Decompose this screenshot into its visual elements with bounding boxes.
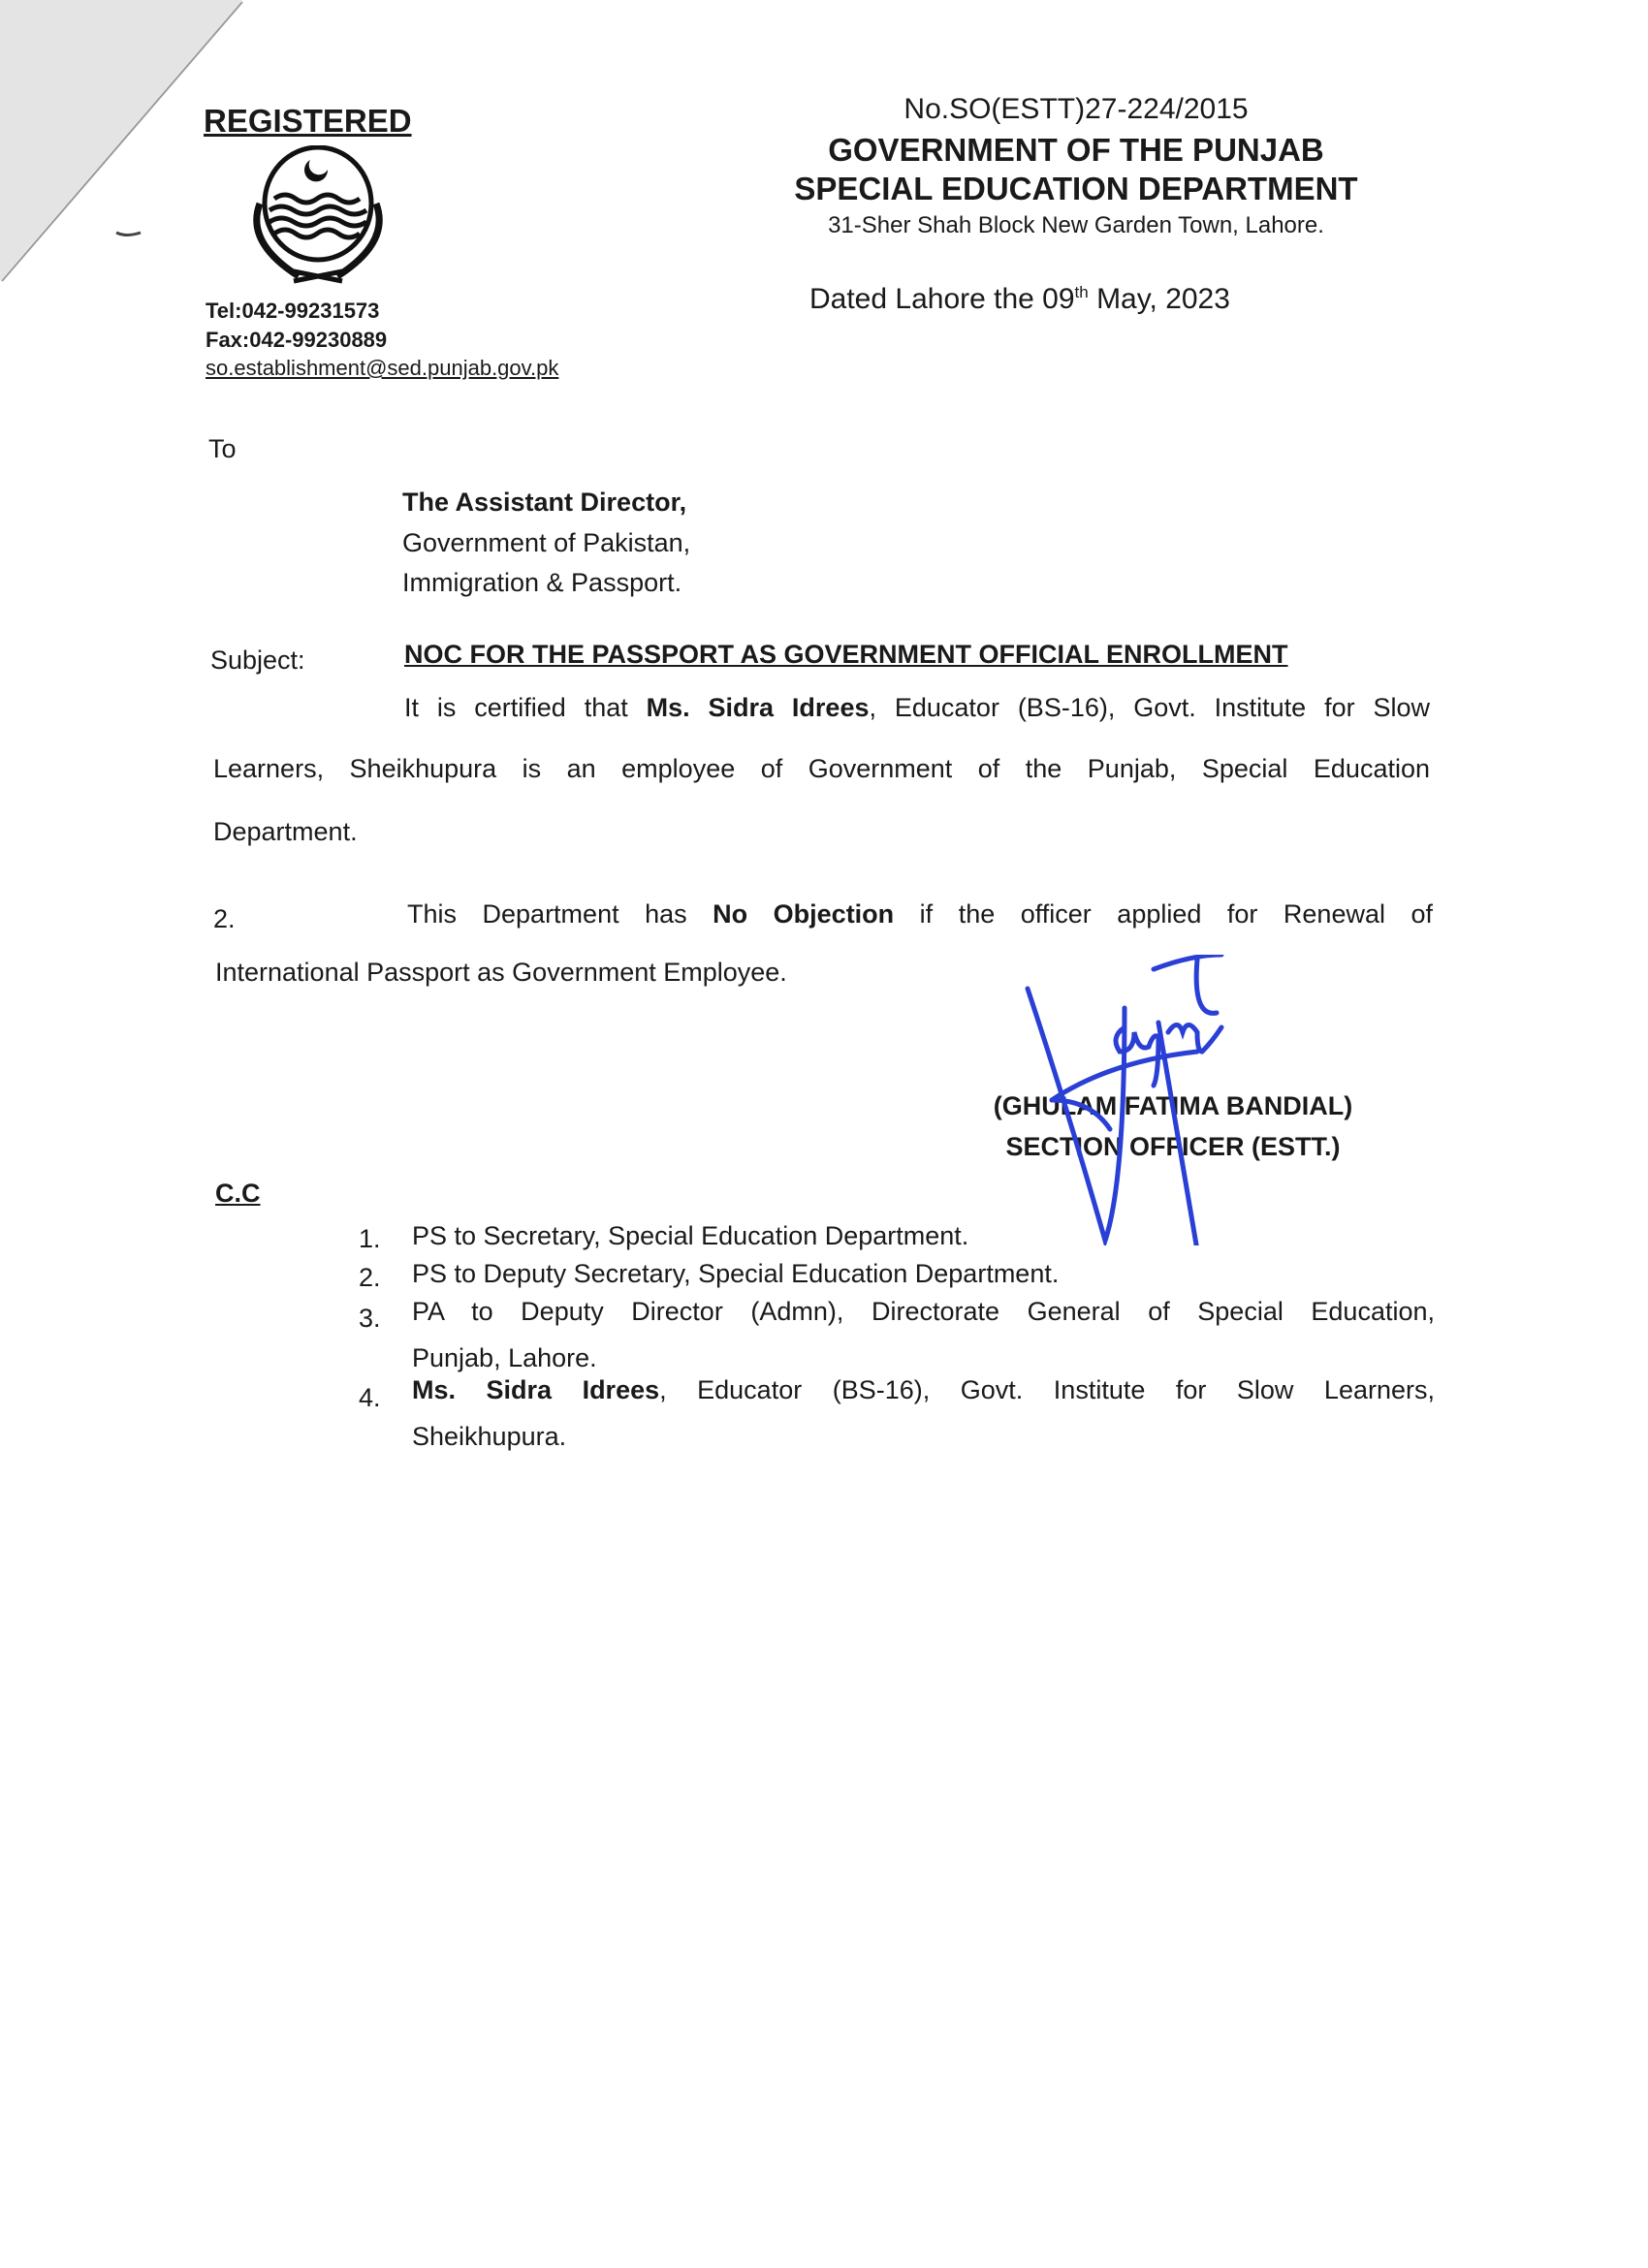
text: , Educator (BS-16), Govt. Institute for Slow bbox=[869, 693, 1430, 722]
department-name: SPECIAL EDUCATION DEPARTMENT bbox=[794, 171, 1358, 206]
cc-item-line2: Sheikhupura. bbox=[412, 1422, 567, 1451]
paragraph1-line3: Department. bbox=[213, 817, 358, 846]
paragraph2-line2: International Passport as Government Employee. bbox=[215, 958, 787, 987]
date-suffix: May, 2023 bbox=[1088, 283, 1230, 315]
subject-text: NOC FOR THE PASSPORT AS GOVERNMENT OFFICIAL ENROLLMENT bbox=[404, 640, 1288, 669]
department-address: 31-Sher Shah Block New Garden Town, Lahore. bbox=[828, 212, 1324, 238]
cc-item-number: 3. bbox=[359, 1304, 381, 1333]
text: , Educator (BS-16), Govt. Institute for Slow Learners, bbox=[659, 1375, 1435, 1404]
signatory-title: SECTION OFFICER (ESTT.) bbox=[1005, 1132, 1341, 1161]
cc-item-number: 4. bbox=[359, 1383, 381, 1412]
paragraph1-line2: Learners, Sheikhupura is an employee of Government of the Punjab, Special Education bbox=[213, 754, 1430, 783]
subject-label: Subject: bbox=[210, 646, 305, 675]
signatory-name: (GHULAM FATIMA BANDIAL) bbox=[993, 1091, 1353, 1120]
cc-item-line2: Punjab, Lahore. bbox=[412, 1343, 597, 1372]
paragraph2-number: 2. bbox=[213, 904, 236, 933]
recipient-title: The Assistant Director, bbox=[402, 488, 687, 517]
date-ordinal: th bbox=[1074, 283, 1089, 301]
employee-name: Ms. Sidra Idrees bbox=[646, 693, 870, 722]
handwritten-signature bbox=[1008, 955, 1260, 1245]
email-link[interactable]: so.establishment@sed.punjab.gov.pk bbox=[206, 356, 559, 380]
fax: Fax:042-99230889 bbox=[206, 328, 388, 352]
telephone: Tel:042-99231573 bbox=[206, 299, 380, 323]
cc-item-number: 1. bbox=[359, 1224, 381, 1253]
cc-item: PS to Deputy Secretary, Special Education Department. bbox=[412, 1259, 1060, 1288]
date-prefix: Dated Lahore the 09 bbox=[809, 283, 1075, 315]
cc-item: PS to Secretary, Special Education Department. bbox=[412, 1221, 969, 1250]
cc-item-number: 2. bbox=[359, 1263, 381, 1292]
paragraph1-line1 bbox=[404, 693, 1430, 723]
text: if the officer applied for Renewal of bbox=[894, 899, 1434, 929]
letter-date bbox=[809, 283, 1230, 316]
folded-page-corner bbox=[0, 0, 252, 291]
text: It is certified that bbox=[404, 693, 647, 722]
no-objection: No Objection bbox=[713, 899, 895, 929]
to-label: To bbox=[208, 434, 237, 463]
organization-name: GOVERNMENT OF THE PUNJAB bbox=[828, 132, 1324, 168]
cc-item-line1 bbox=[412, 1375, 1435, 1405]
paragraph2-line1 bbox=[407, 899, 1433, 929]
cc-item-line1: PA to Deputy Director (Admn), Directorate General of Special Education, bbox=[412, 1297, 1435, 1326]
cc-label: C.C bbox=[215, 1179, 261, 1208]
text: This Department has bbox=[407, 899, 713, 929]
recipient-org: Government of Pakistan, bbox=[402, 528, 691, 557]
punjab-emblem-icon bbox=[221, 145, 415, 286]
registered-label: REGISTERED bbox=[204, 103, 412, 139]
reference-number: No.SO(ESTT)27-224/2015 bbox=[903, 93, 1249, 125]
employee-name: Ms. Sidra Idrees bbox=[412, 1375, 660, 1404]
recipient-dept: Immigration & Passport. bbox=[402, 568, 682, 597]
